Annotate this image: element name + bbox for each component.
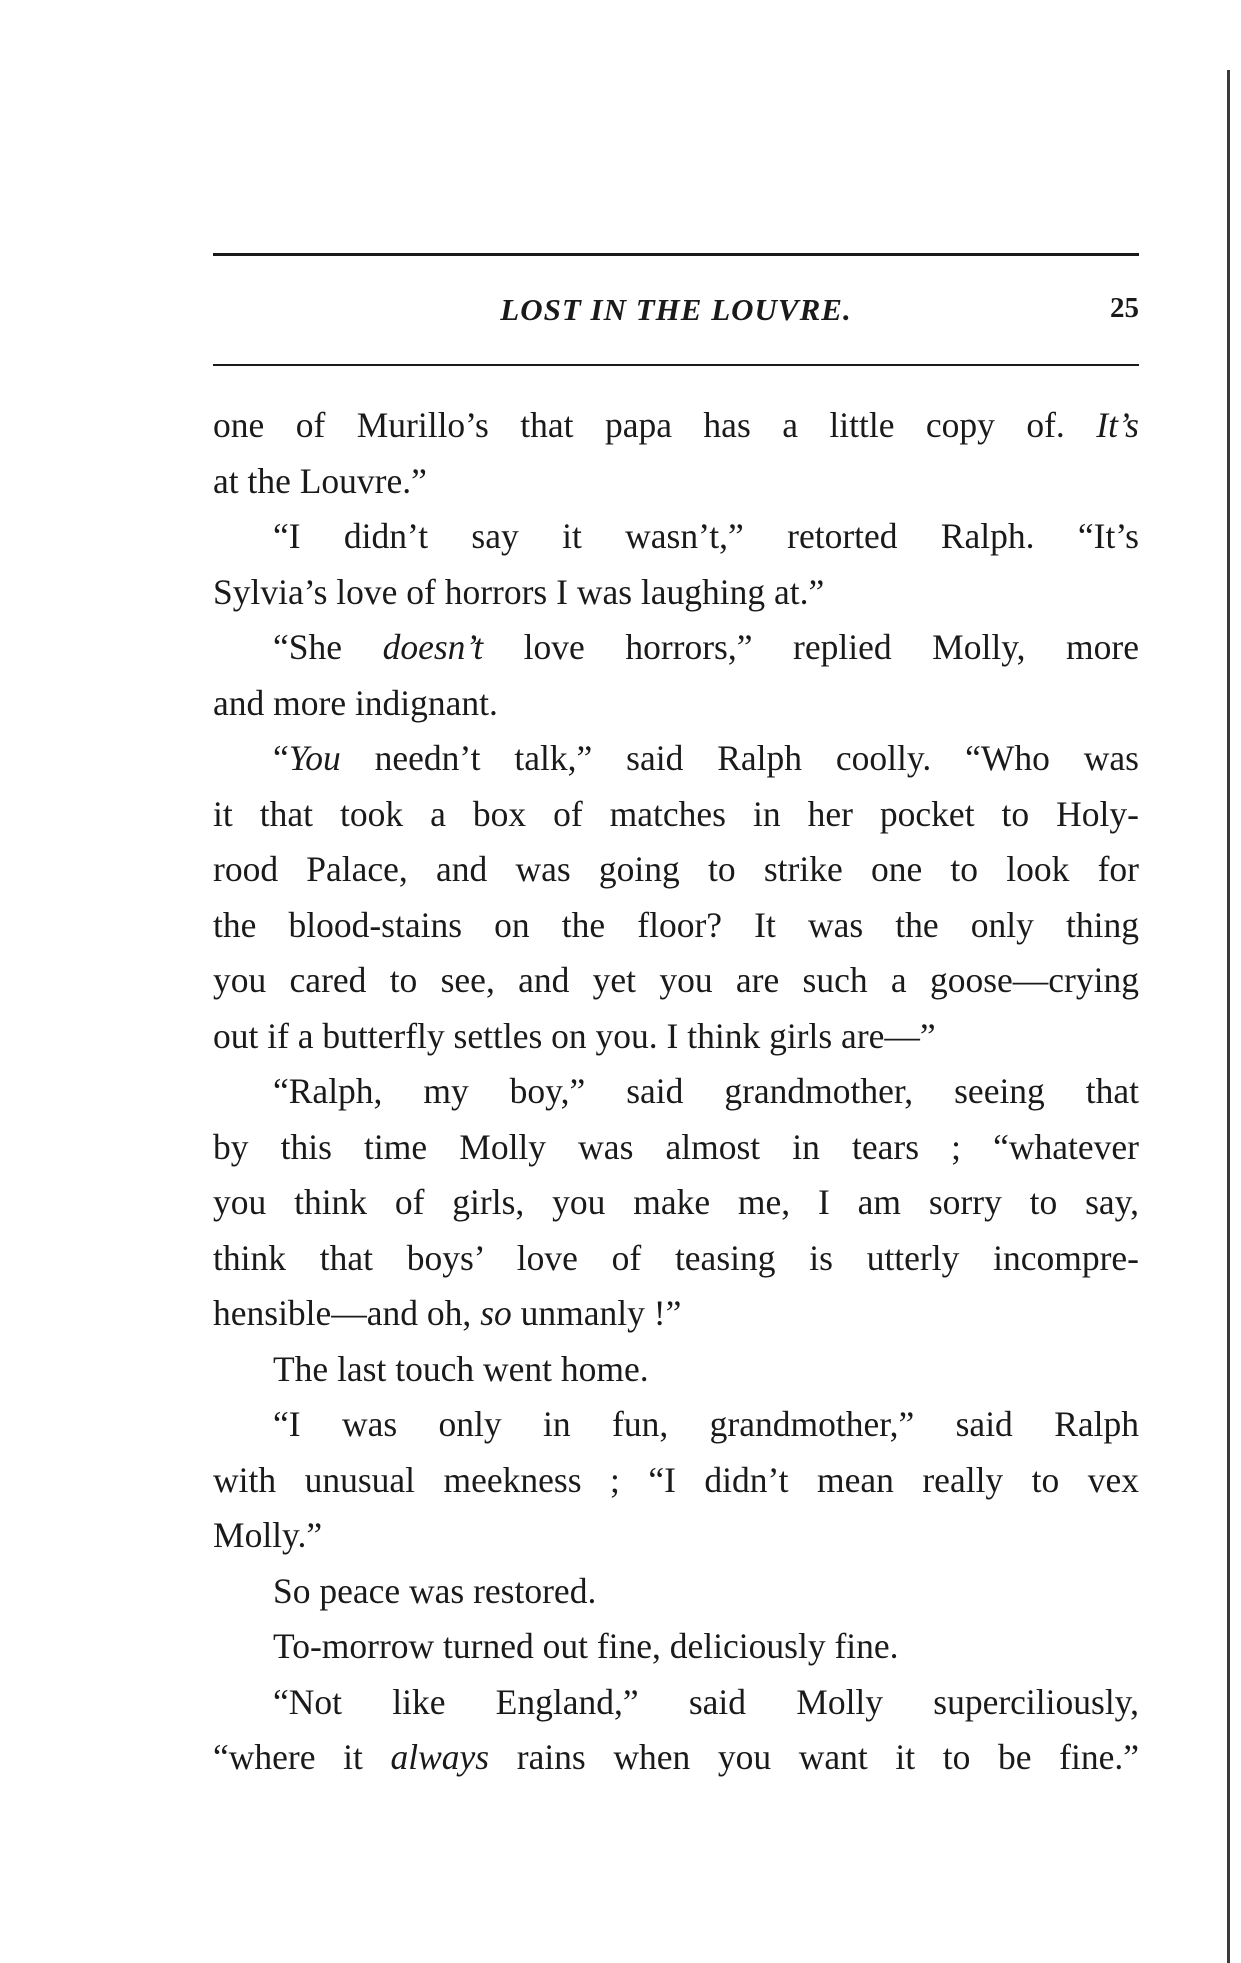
running-head [213,288,1139,338]
text-run: needn’t talk,” said Ralph coolly. “Who was [340,738,1139,778]
text-run: rains when you want it to be fine.” [489,1737,1139,1777]
running-title: LOST IN THE LOUVRE. [500,292,852,327]
text-line [213,1009,1139,1065]
text-line [213,1120,1139,1176]
text-run: Molly.” [213,1515,323,1555]
text-run: “Not like England,” said Molly superciliously, [273,1681,1139,1722]
text-line [213,1286,1139,1342]
text-run: “I didn’t say it wasn’t,” retorted Ralph. “It’s [273,516,1139,556]
text-run: with unusual meekness ; “I didn’t mean really to vex [213,1459,1139,1500]
text-line [213,398,1139,454]
text-run: the blood-stains on the floor? It was the only thing [213,904,1139,945]
text-run: hensible—and oh, [213,1293,481,1333]
text-run: rood Palace, and was going to strike one to look for [213,849,1139,889]
text-run: one of Murillo’s that papa has a little copy of. [213,405,1065,445]
text-run: “She [273,627,383,667]
text-run: out if a butterfly settles on you. I think girls are—” [213,1015,936,1056]
text-run: at the Louvre.” [213,460,427,501]
text-line [213,1730,1139,1786]
text-line [213,1564,1139,1620]
text-line [213,1175,1139,1231]
text-run: by this time Molly was almost in tears ; “whatever [213,1126,1139,1167]
text-run: “I was only in fun, grandmother,” said Ralph [273,1404,1139,1444]
text-line [213,676,1139,732]
text-line [213,454,1139,510]
body-text [213,398,1139,1786]
page-number: 25 [1110,292,1139,324]
header-rule-top [213,253,1139,256]
text-line [213,565,1139,621]
text-run: and more indignant. [213,682,498,723]
text-line [213,1231,1139,1287]
italic-run: always [390,1737,490,1777]
text-run: “Ralph, my boy,” said grandmother, seeing that [273,1071,1139,1111]
header-rule-bottom [213,364,1139,366]
text-line [213,842,1139,898]
text-run: you think of girls, you make me, I am sorry to say, [213,1182,1139,1222]
text-run: So peace was restored. [273,1570,597,1611]
text-line [213,787,1139,843]
text-line [213,1342,1139,1398]
text-run: think that boys’ love of teasing is utterly incompre- [213,1237,1139,1278]
text-line [213,1397,1139,1453]
text-run: love horrors,” replied Molly, more [483,627,1139,667]
text-line [213,1508,1139,1564]
text-line [213,620,1139,676]
italic-run: You [288,738,341,778]
italic-run: It’s [1064,405,1139,445]
text-line [213,509,1139,565]
text-run: “ [273,738,289,778]
text-run: you cared to see, and yet you are such a goose—crying [213,960,1139,1000]
italic-run: so [480,1293,512,1333]
text-line [213,1453,1139,1509]
page-edge [1227,70,1230,1963]
text-line [213,898,1139,954]
italic-run: doesn’t [382,627,484,667]
text-run: unmanly !” [511,1293,682,1333]
text-run: “where it [213,1737,391,1777]
text-run: Sylvia’s love of horrors I was laughing at.” [213,571,825,612]
text-run: it that took a box of matches in her pocket to Holy- [213,793,1139,834]
text-line [213,1064,1139,1120]
text-line [213,1675,1139,1731]
text-line [213,953,1139,1009]
text-line [213,731,1139,787]
text-line [213,1619,1139,1675]
text-run: The last touch went home. [273,1348,649,1389]
text-run: To-morrow turned out fine, deliciously fine. [273,1626,899,1666]
